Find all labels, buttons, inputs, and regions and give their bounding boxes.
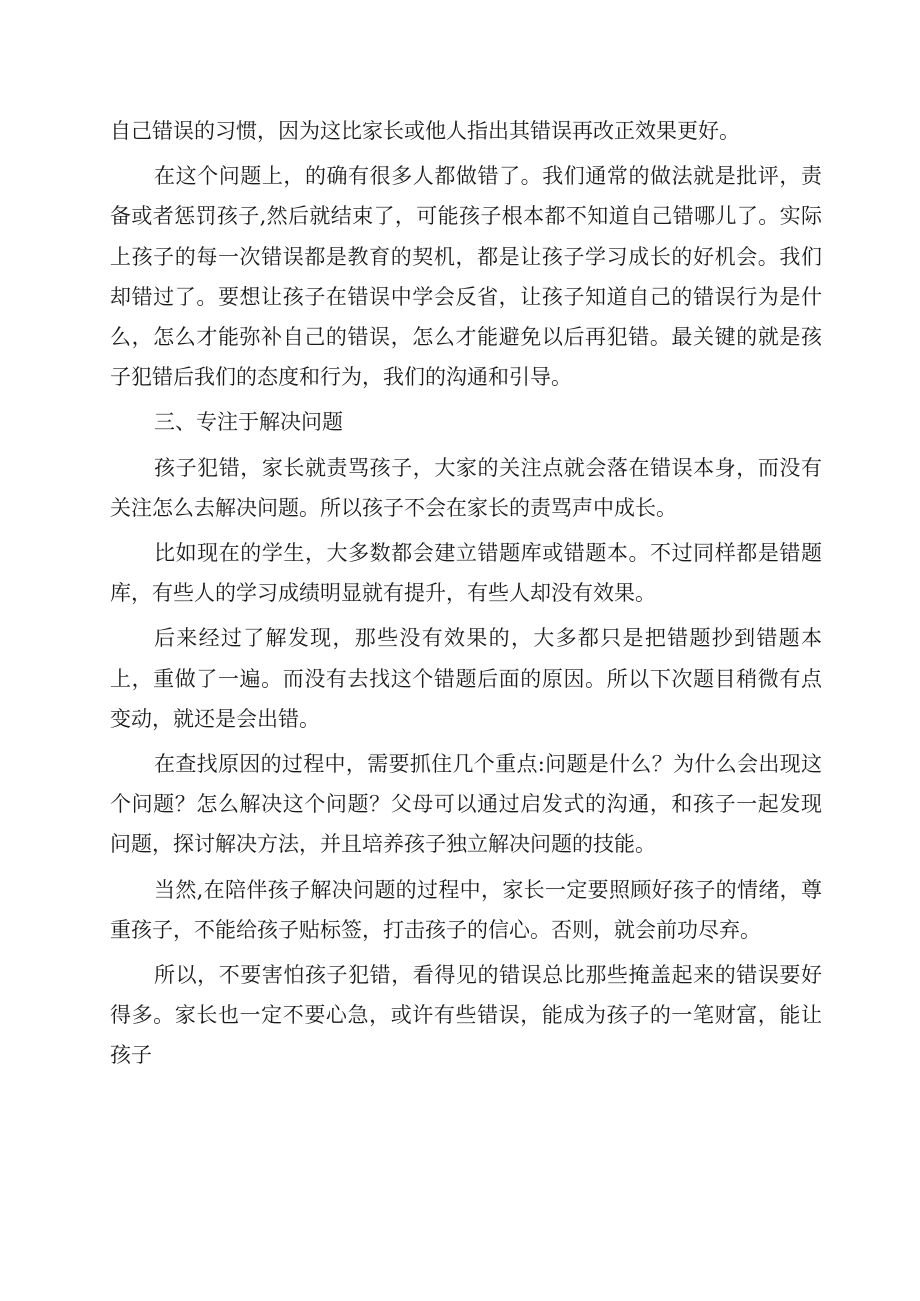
- paragraph: 在这个问题上，的确有很多人都做错了。我们通常的做法就是批评，责备或者惩罚孩子,然后就结束了，可能孩子根本都不知道自己错哪儿了。实际上孩子的每一次错误都是教育的契机，都是让孩子学习成长的好机会。我们却错过了。要想让孩子在错误中学会反省，让孩子知道自己的错误行为是什么，怎么才能弥补自己的错误，怎么才能避免以后再犯错。最关键的就是孩子犯错后我们的态度和行为，我们的沟通和引导。: [110, 164, 822, 390]
- paragraph: 所以，不要害怕孩子犯错，看得见的错误总比那些掩盖起来的错误要好得多。家长也一定不要心急，或许有些错误，能成为孩子的一笔财富，能让孩子: [110, 963, 822, 1068]
- paragraph: 后来经过了解发现，那些没有效果的，大多都只是把错题抄到错题本上，重做了一遍。而没有去找这个错题后面的原因。所以下次题目稍微有点变动，就还是会出错。: [110, 626, 822, 731]
- paragraph: 比如现在的学生，大多数都会建立错题库或错题本。不过同样都是错题库，有些人的学习成绩明显就有提升，有些人却没有效果。: [110, 541, 822, 606]
- section-heading: 三、专注于解决问题: [154, 410, 343, 435]
- paragraph: 当然,在陪伴孩子解决问题的过程中，家长一定要照顾好孩子的情绪，尊重孩子，不能给孩子贴标签，打击孩子的信心。否则，就会前功尽弃。: [110, 877, 822, 942]
- body-text: [110, 111, 822, 1081]
- paragraph: 在查找原因的过程中，需要抓住几个重点:问题是什么？为什么会出现这个问题？怎么解决这个问题？父母可以通过启发式的沟通，和孩子一起发现问题，探讨解决方法，并且培养孩子独立解决问题的技能。: [110, 752, 822, 857]
- paragraph: 孩子犯错，家长就责骂孩子，大家的关注点就会落在错误本身，而没有关注怎么去解决问题。所以孩子不会在家长的责骂声中成长。: [110, 455, 822, 520]
- paragraph-continuation: 自己错误的习惯，因为这比家长或他人指出其错误再改正效果更好。: [110, 119, 740, 143]
